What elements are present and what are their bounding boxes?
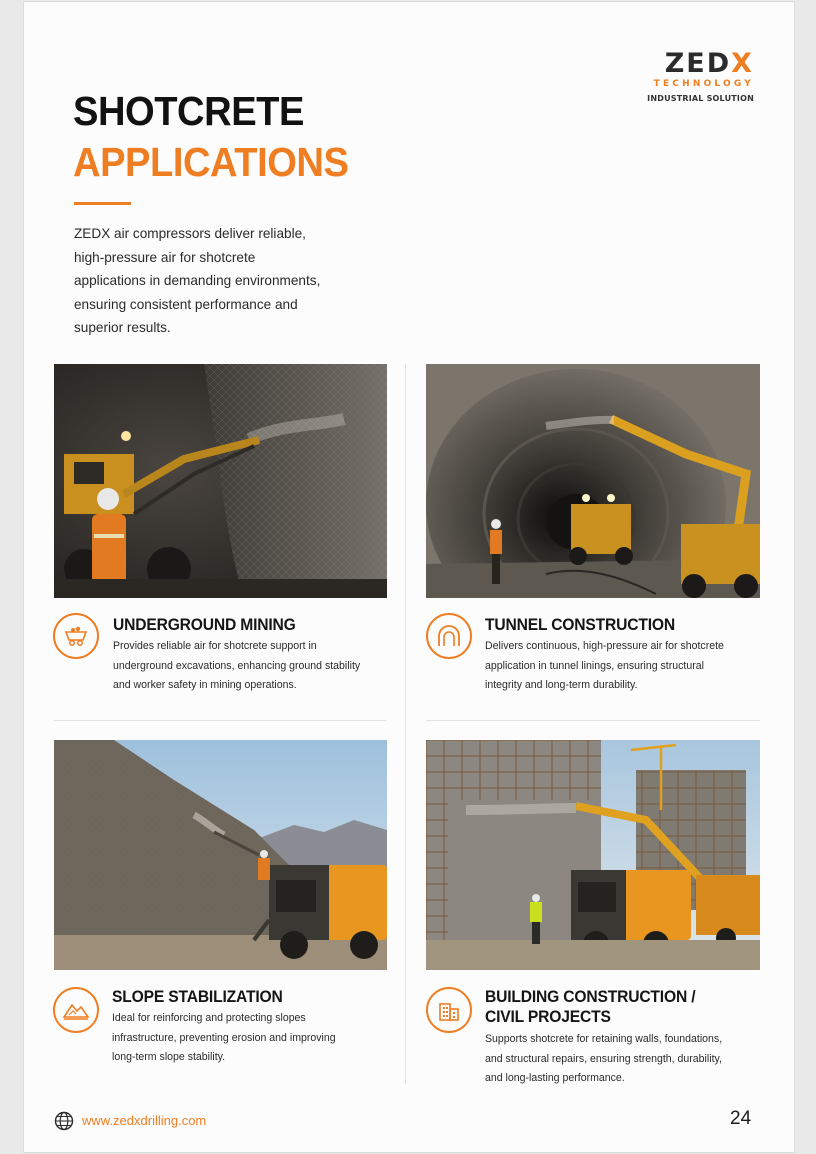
card-title-underground-mining: UNDERGROUND MINING (113, 615, 296, 634)
intro-paragraph: ZEDX air compressors deliver reliable, high-pressure air for shotcrete applications in demanding environments, ensuring consistent performance and superior results. (74, 226, 321, 335)
tunnel-construction-photo (426, 364, 760, 598)
page-number: 24 (730, 1108, 752, 1129)
row-divider-left (54, 720, 386, 721)
card-title-civil-projects: CIVIL PROJECTS (485, 1007, 611, 1026)
card-title-building-construction: BUILDING CONSTRUCTION / (485, 987, 696, 1006)
zedx-logo (634, 50, 754, 103)
accent-divider (74, 202, 131, 205)
card-desc-tunnel-construction: Delivers continuous, high-pressure air for shotcrete application in tunnel linings, ensuring structural integrity and long-term durability. (485, 640, 724, 691)
card-title-slope-stabilization: SLOPE STABILIZATION (112, 987, 283, 1006)
logo-tagline: INDUSTRIAL SOLUTION (647, 94, 754, 103)
mountain-icon (53, 987, 99, 1033)
website-link[interactable]: www.zedxdrilling.com (82, 1113, 207, 1128)
card-desc-building-construction: Supports shotcrete for retaining walls, foundations, and structural repairs, ensuring strength, durability, and long-lasting performance. (485, 1033, 723, 1084)
row-divider-right (426, 720, 760, 721)
headline-line2: APPLICATIONS (73, 139, 349, 185)
card-desc-slope-stabilization: Ideal for reinforcing and protecting slopes infrastructure, preventing erosion and improving long-term slope stability. (112, 1012, 336, 1063)
tunnel-icon (426, 613, 472, 659)
brochure-page (24, 2, 794, 1152)
building-icon (426, 987, 472, 1033)
headline-line1: SHOTCRETE (73, 88, 304, 134)
logo-subtitle: TECHNOLOGY (653, 79, 754, 89)
column-divider (405, 364, 406, 1084)
card-title-tunnel-construction: TUNNEL CONSTRUCTION (485, 615, 675, 634)
globe-icon (54, 1111, 74, 1131)
building-construction-photo (426, 740, 760, 970)
mine-cart-icon (53, 613, 99, 659)
logo-wordmark: ZEDX (664, 48, 754, 79)
card-desc-underground-mining: Provides reliable air for shotcrete support in underground excavations, enhancing ground stability and worker safety in mining operations. (113, 640, 361, 691)
underground-mining-photo (54, 364, 387, 598)
slope-stabilization-photo (54, 740, 387, 970)
